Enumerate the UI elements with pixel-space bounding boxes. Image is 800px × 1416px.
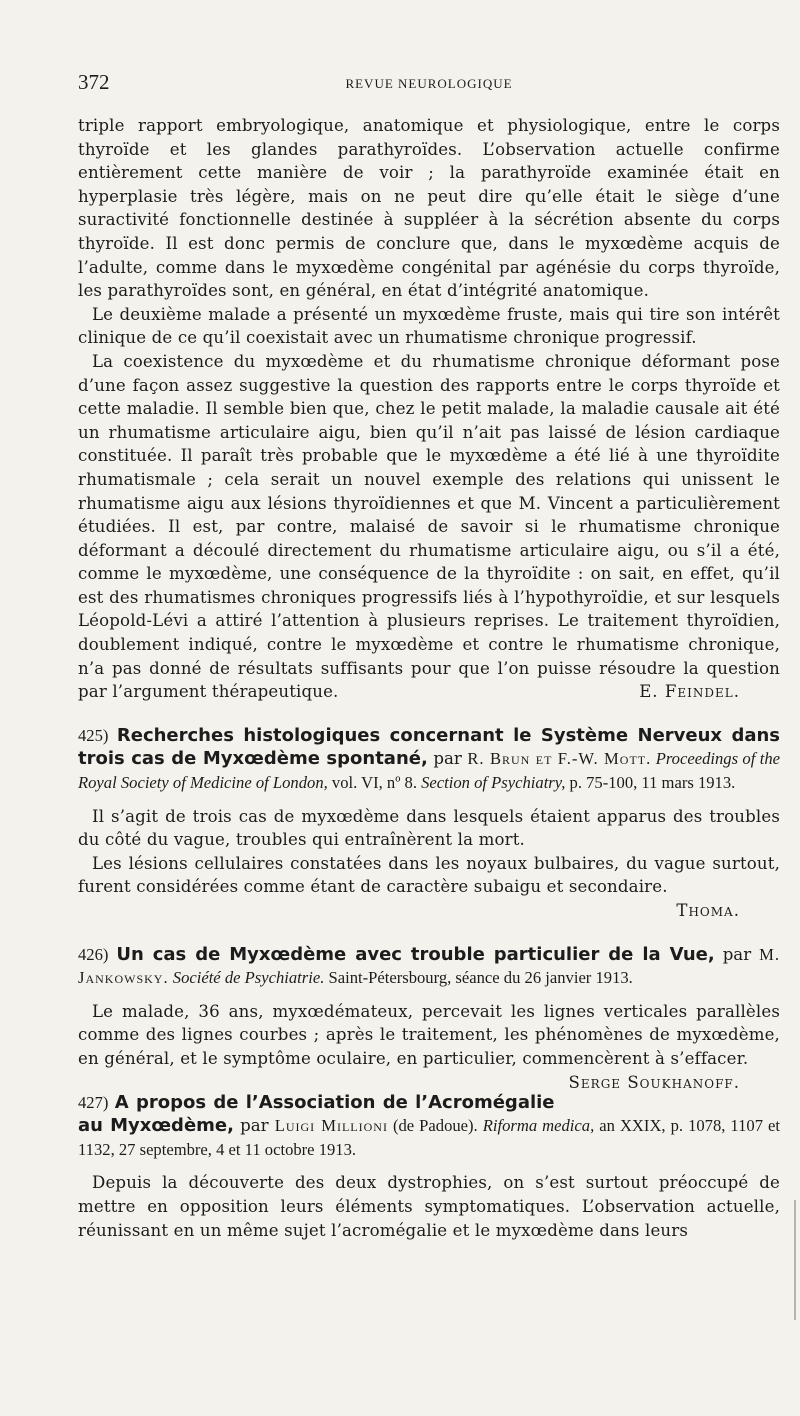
- entry-number: 426): [78, 944, 109, 964]
- intro-paragraph: Le deuxième malade a présenté un myxœdème fruste, mais qui tire son intérêt clinique de ce qu’il coexistait avec un rhumatisme chronique progressif.: [78, 304, 780, 348]
- journal-page: [78, 70, 780, 1242]
- entry-details: Saint-Pétersbourg, séance du 26 janvier 1913.: [328, 968, 633, 988]
- signature: Serge Soukhanoff.: [568, 1072, 740, 1092]
- page-edge-mark: [794, 1200, 796, 1320]
- entry-heading: [78, 1091, 780, 1162]
- entry-authors: R. Brun et F.-W. Mott.: [467, 749, 652, 769]
- entry-details: vol. VI, nº 8.: [331, 773, 417, 793]
- intro-paragraph-text: La coexistence du myxœdème et du rhumatisme chronique déformant pose d’une façon assez suggestive la question des rapports entre le corps thyroïde et cette maladie. Il semble bien que, chez le petit malade, la maladie causale ait été un rhumatisme articulaire aigu, bien qu’il n’ait pas laissé de lésion cardiaque constituée. Il paraît très probable que le myxœdème a été lié à une thyroïdite rhumatismale ; cela serait un nouvel exemple des relations qui unissent le rhumatisme aigu aux lésions thyroïdiennes et que M. Vincent a particulièrement étudiées. Il est, par contre, malaisé de savoir si le rhumatisme chronique déformant a découlé directement du rhumatisme articulaire aigu, ou s’il a été, comme le myxœdème, une conséquence de la thyroïdite : on sait, en effet, qu’il est des rhumatismes chroniques progressifs liés à l’hypothyroïdie, et sur lesquels Léopold-Lévi a attiré l’attention à plusieurs reprises. Le traitement thyroïdien, doublement indiqué, contre le myxœdème et contre le rhumatisme chronique, n’a pas donné de résultats suffisants pour que l’on puisse résoudre la question par l’argument thérapeutique.: [78, 351, 780, 702]
- entry-journal: Société de Psychiatrie.: [172, 968, 325, 988]
- entry-body: [78, 805, 780, 923]
- entry-heading: [78, 724, 780, 795]
- entry-authors: M. Jankowsky.: [78, 944, 780, 988]
- entry-section: Section of Psychiatry,: [421, 773, 566, 793]
- entry-paragraph-text: Le malade, 36 ans, myxœdémateux, percevait les lignes verticales parallèles comme des lignes courbes ; après le traitement, les phénomènes de myxœdème, en général, et le symptôme oculaire, en particulier, commencèrent à s’effacer.: [78, 1001, 780, 1068]
- entry-number: 425): [78, 725, 109, 745]
- intro-paragraph: [78, 350, 780, 704]
- entry-heading: [78, 943, 780, 990]
- entry-authors: Luigi Millioni: [274, 1116, 388, 1136]
- entry-paragraph: Depuis la découverte des deux dystrophies, on s’est surtout préoccupé de mettre en opposition leurs éléments symptomatiques. L’observation actuelle, réunissant en un même sujet l’acromégalie et le myxœdème dans leurs: [78, 1173, 780, 1240]
- entry-pages: p. 75-100, 11 mars 1913.: [569, 773, 736, 793]
- abstract-entry-426: [78, 943, 780, 1092]
- entry-affiliation: (de Padoue).: [392, 1116, 478, 1136]
- intro-section: [78, 114, 780, 704]
- entry-by: par: [722, 944, 752, 964]
- entry-paragraph: [78, 1000, 780, 1092]
- entry-title: Recherches histologiques concernant le Système Nerveux dans trois cas de Myxœdème spontané,: [78, 724, 781, 770]
- entry-paragraph: Il s’agit de trois cas de myxœdème dans lesquels étaient apparus des troubles du côté du vague, troubles qui entraînèrent la mort.: [78, 806, 780, 850]
- page-header: [78, 70, 780, 104]
- entry-by: par: [240, 1116, 269, 1136]
- entry-journal: Riforma medica,: [482, 1116, 595, 1136]
- entry-body: [78, 1000, 780, 1092]
- entry-title: A propos de l’Association de l’Acromégalie au Myxœdème,: [78, 1091, 555, 1137]
- entry-journal: Proceedings of the Royal Society of Medicine of London,: [78, 749, 781, 793]
- signature: Thoma.: [676, 901, 740, 920]
- entry-details: an XXIX, p. 1078, 1107 et 1132, 27 septembre, 4 et 11 octobre 1913.: [78, 1116, 780, 1159]
- intro-paragraph: triple rapport embryologique, anatomique et physiologique, entre le corps thyroïde et les glandes parathyroïdes. L’observation actuelle confirme entièrement cette manière de voir ; la parathyroïde examinée était en hyperplasie très légère, mais on ne peut dire qu’elle était le siège d’une suractivité fonctionnelle destinée à suppléer à la sécrétion absente du corps thyroïde. Il est donc permis de conclure que, dans le myxœdème acquis de l’adulte, comme dans le myxœdème congénital par agénésie du corps thyroïde, les parathyroïdes sont, en général, en état d’intégrité anatomique.: [78, 116, 780, 301]
- page-number: 372: [78, 70, 110, 94]
- entry-title: Un cas de Myxœdème avec trouble particulier de la Vue,: [116, 943, 715, 965]
- entry-number: 427): [78, 1092, 109, 1112]
- entry-body: [78, 1171, 780, 1242]
- abstract-entry-427: [78, 1091, 780, 1243]
- entry-by: par: [433, 749, 462, 769]
- abstract-entry-425: [78, 724, 780, 923]
- signature: E. Feindel.: [639, 682, 740, 702]
- running-title: REVUE NEUROLOGIQUE: [345, 76, 513, 91]
- entry-paragraph: Les lésions cellulaires constatées dans les noyaux bulbaires, du vague surtout, furent considérées comme étant de caractère subaigu et secondaire.: [78, 853, 780, 897]
